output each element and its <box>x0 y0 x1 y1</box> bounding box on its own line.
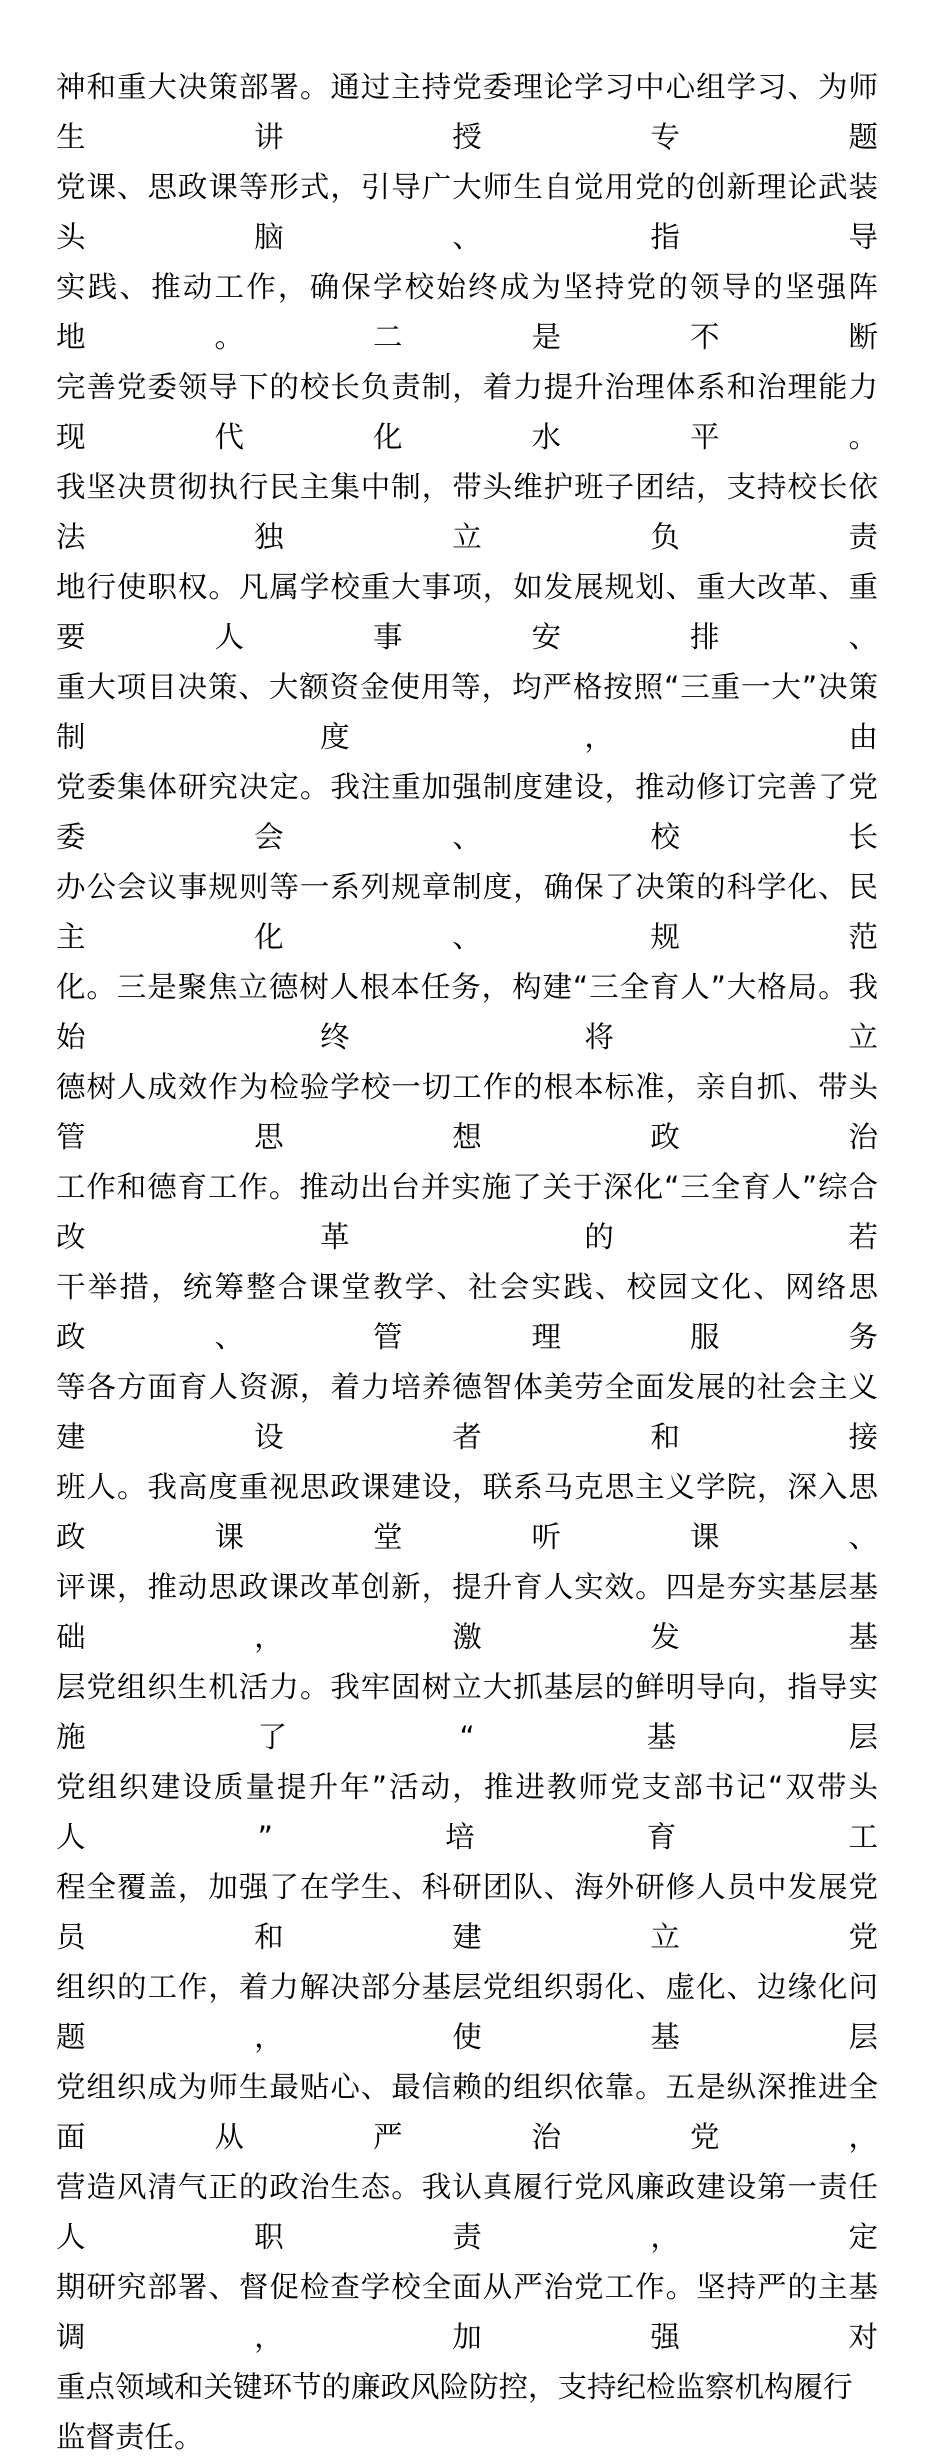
text-line: 工作和德育工作。推动出台并实施了关于深化“三全育人”综合改革的若 <box>56 1170 878 1254</box>
text-line: 神和重大决策部署。通过主持党委理论学习中心组学习、为师生讲授专题 <box>56 70 878 154</box>
text-line: 党委集体研究决定。我注重加强制度建设，推动修订完善了党委会、校长 <box>56 770 878 854</box>
text-line: 党组织建设质量提升年”活动，推进教师党支部书记“双带头人”培育工 <box>56 1770 878 1854</box>
document-body-text <box>56 62 878 2462</box>
text-line: 组织的工作，着力解决部分基层党组织弱化、虚化、边缘化问题，使基层 <box>56 1970 878 2054</box>
text-line: 干举措，统筹整合课堂教学、社会实践、校园文化、网络思政、管理服务 <box>56 1270 878 1354</box>
text-line: 层党组织生机活力。我牢固树立大抓基层的鲜明导向，指导实施了“基层 <box>56 1670 878 1754</box>
text-line: 党课、思政课等形式，引导广大师生自觉用党的创新理论武装头脑、指导 <box>56 170 878 254</box>
text-line: 等各方面育人资源，着力培养德智体美劳全面发展的社会主义建设者和接 <box>56 1370 878 1454</box>
text-line: 党组织成为师生最贴心、最信赖的组织依靠。五是纵深推进全面从严治党， <box>56 2070 878 2154</box>
text-line: 德树人成效作为检验学校一切工作的根本标准，亲自抓、带头管思想政治 <box>56 1070 878 1154</box>
text-line: 化。三是聚焦立德树人根本任务，构建“三全育人”大格局。我始终将立 <box>56 970 878 1054</box>
text-line: 程全覆盖，加强了在学生、科研团队、海外研修人员中发展党员和建立党 <box>56 1870 878 1954</box>
text-line: 重点领域和关键环节的廉政风险防控，支持纪检监察机构履行监督责任。 <box>56 2370 853 2454</box>
text-line: 实践、推动工作，确保学校始终成为坚持党的领导的坚强阵地。二是不断 <box>56 270 878 354</box>
text-line: 完善党委领导下的校长负责制，着力提升治理体系和治理能力现代化水平。 <box>56 370 878 454</box>
text-line: 班人。我高度重视思政课建设，联系马克思主义学院，深入思政课堂听课、 <box>56 1470 878 1554</box>
text-line: 我坚决贯彻执行民主集中制，带头维护班子团结，支持校长依法独立负责 <box>56 470 878 554</box>
text-line: 营造风清气正的政治生态。我认真履行党风廉政建设第一责任人职责，定 <box>56 2170 878 2254</box>
text-line: 重大项目决策、大额资金使用等，均严格按照“三重一大”决策制度，由 <box>56 670 878 754</box>
text-line: 办公会议事规则等一系列规章制度，确保了决策的科学化、民主化、规范 <box>56 870 878 954</box>
text-line: 地行使职权。凡属学校重大事项，如发展规划、重大改革、重要人事安排、 <box>56 570 878 654</box>
text-line: 评课，推动思政课改革创新，提升育人实效。四是夯实基层基础，激发基 <box>56 1570 878 1654</box>
text-line: 期研究部署、督促检查学校全面从严治党工作。坚持严的主基调，加强对 <box>56 2270 878 2354</box>
